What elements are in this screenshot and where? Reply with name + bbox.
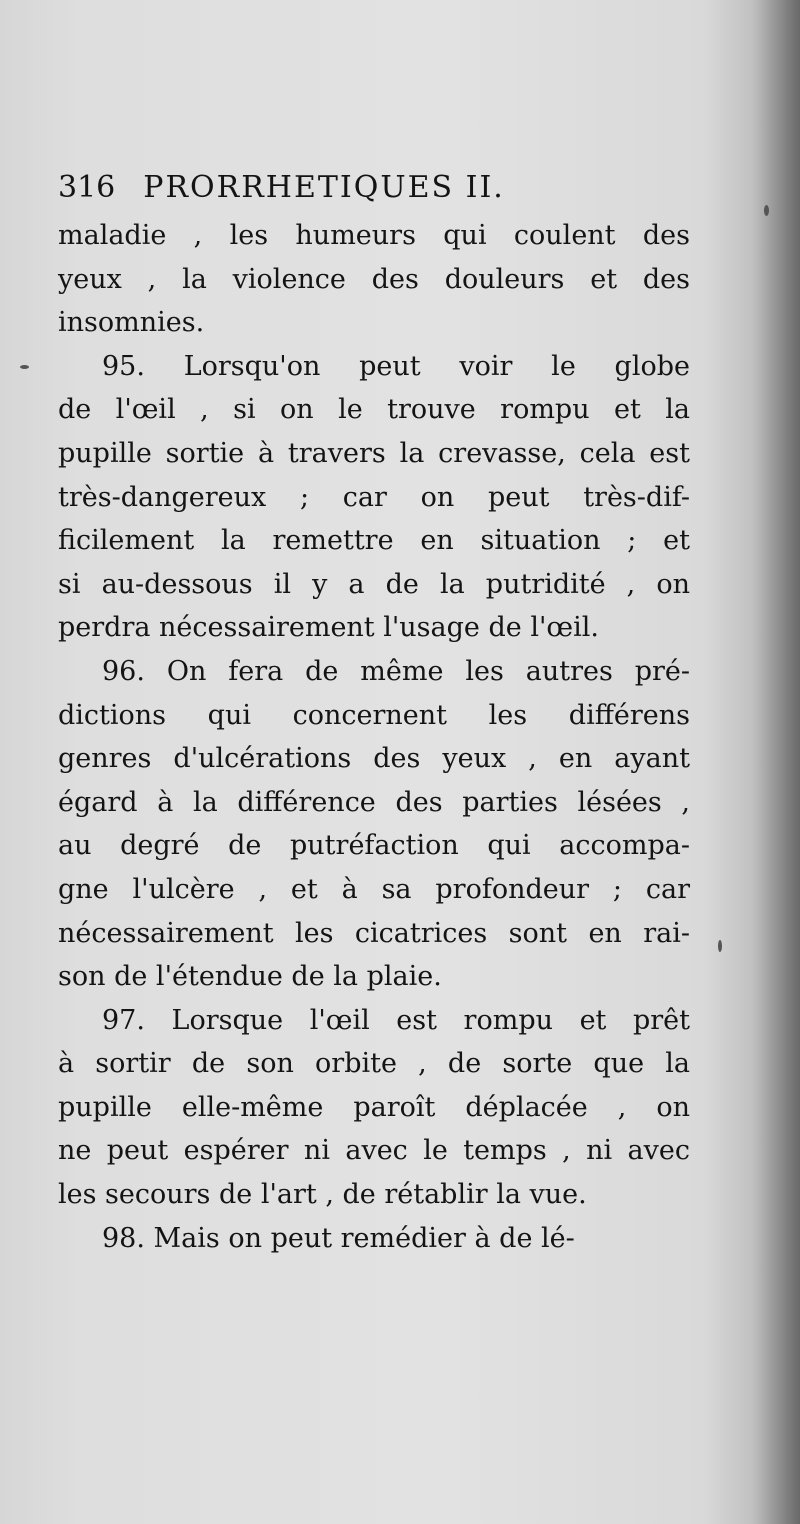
text-line: ne peut espérer ni avec le temps , ni avec [58, 1135, 690, 1167]
text-line: les secours de l'art , de rétablir la vue. [58, 1179, 587, 1211]
text-line: gne l'ulcère , et à sa profondeur ; car [58, 873, 690, 905]
running-title: PRORRHETIQUES II. [143, 170, 505, 205]
page-number: 316 [58, 170, 116, 205]
text-line: 95. Lorsqu'on peut voir le globe [102, 350, 690, 382]
text-line: perdra nécessairement l'usage de l'œil. [58, 612, 599, 644]
text-line: maladie , les humeurs qui coulent des [58, 220, 690, 251]
text-line: genres d'ulcérations des yeux , en ayant [58, 743, 690, 775]
body-text [58, 214, 690, 1260]
text-line: insomnies. [58, 307, 205, 339]
page-edge-shadow [752, 0, 800, 1524]
text-line: 98. Mais on peut remédier à de lé- [102, 1222, 575, 1254]
text-line: yeux , la violence des douleurs et des [58, 263, 690, 295]
text-line: 97. Lorsque l'œil est rompu et prêt [102, 1004, 690, 1036]
text-line: pupille elle-même paroît déplacée , on [58, 1091, 690, 1123]
text-line: ficilement la remettre en situation ; et [58, 525, 690, 557]
page-text [58, 168, 690, 1260]
text-line: égard à la différence des parties lésées , [58, 786, 690, 818]
text-line: très-dangereux ; car on peut très-dif- [58, 481, 690, 513]
text-line: son de l'étendue de la plaie. [58, 961, 442, 993]
text-line: pupille sortie à travers la crevasse, cela est [58, 437, 690, 469]
text-line: nécessairement les cicatrices sont en rai- [58, 917, 690, 949]
text-line: si au-dessous il y a de la putridité , on [58, 568, 690, 600]
running-head [58, 168, 690, 208]
text-line: au degré de putréfaction qui accompa- [58, 830, 690, 862]
text-line: dictions qui concernent les différens [58, 699, 690, 731]
paper-speck [764, 205, 769, 216]
text-line: de l'œil , si on le trouve rompu et la [58, 394, 690, 426]
text-line: 96. On fera de même les autres pré- [102, 655, 690, 687]
paper-speck [718, 940, 722, 952]
text-line: à sortir de son orbite , de sorte que la [58, 1048, 690, 1080]
paper-speck [20, 365, 29, 369]
